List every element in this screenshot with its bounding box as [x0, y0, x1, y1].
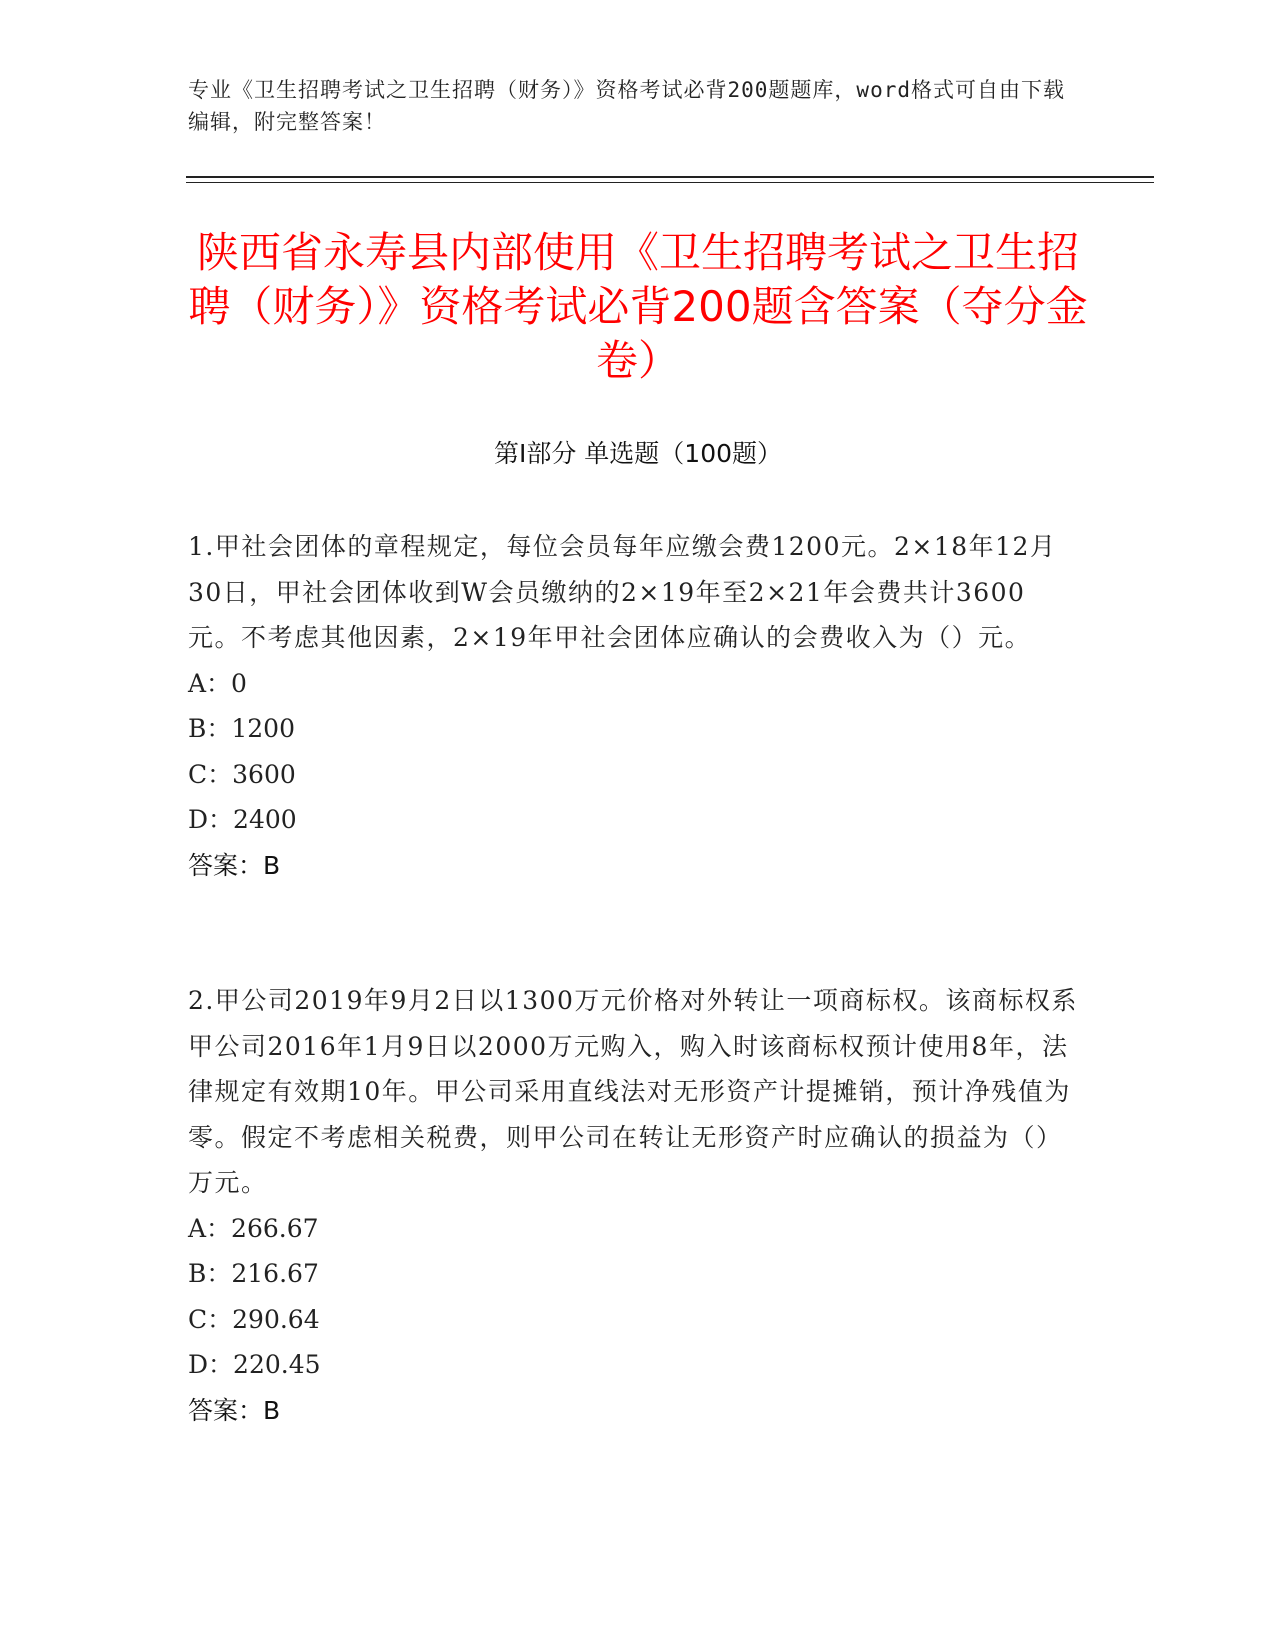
option-c: C：3600 [188, 759, 296, 789]
document-title: 陕西省永寿县内部使用《卫生招聘考试之卫生招聘（财务）》资格考试必背200题含答案（夺分金卷） [188, 228, 1088, 385]
option-c: C：290.64 [188, 1304, 320, 1334]
answer-line: 答案：B [188, 1395, 281, 1425]
option-a: A：0 [188, 668, 247, 698]
question-item [188, 524, 1078, 888]
question-item [188, 978, 1078, 1433]
header-divider-thick [186, 176, 1154, 178]
question-stem: 2.甲公司2019年9月2日以1300万元价格对外转让一项商标权。该商标权系甲公司2016年1月9日以2000万元购入，购入时该商标权预计使用8年，法律规定有效期10年。甲公司采用直线法对无形资产计提摊销，预计净残值为零。假定不考虑相关税费，则甲公司在转让无形资产时应确认的损益为（）万元。 [188, 986, 1078, 1197]
header-note: 专业《卫生招聘考试之卫生招聘（财务）》资格考试必背200题题库，word格式可自由下载编辑，附完整答案！ [188, 78, 1065, 134]
option-b: B：216.67 [188, 1259, 319, 1288]
header-divider-thin [186, 182, 1154, 183]
option-d: D：2400 [188, 805, 297, 834]
option-b: B：1200 [188, 714, 295, 743]
option-a: A：266.67 [188, 1213, 319, 1243]
answer-line: 答案：B [188, 850, 281, 880]
question-stem: 1.甲社会团体的章程规定，每位会员每年应缴会费1200元。2×18年12月30日，甲社会团体收到W会员缴纳的2×19年至2×21年会费共计3600元。不考虑其他因素，2×19年甲社会团体应确认的会费收入为（）元。 [188, 532, 1057, 652]
option-d: D：220.45 [188, 1350, 321, 1379]
section-title: 第I部分 单选题（100题） [493, 439, 783, 468]
